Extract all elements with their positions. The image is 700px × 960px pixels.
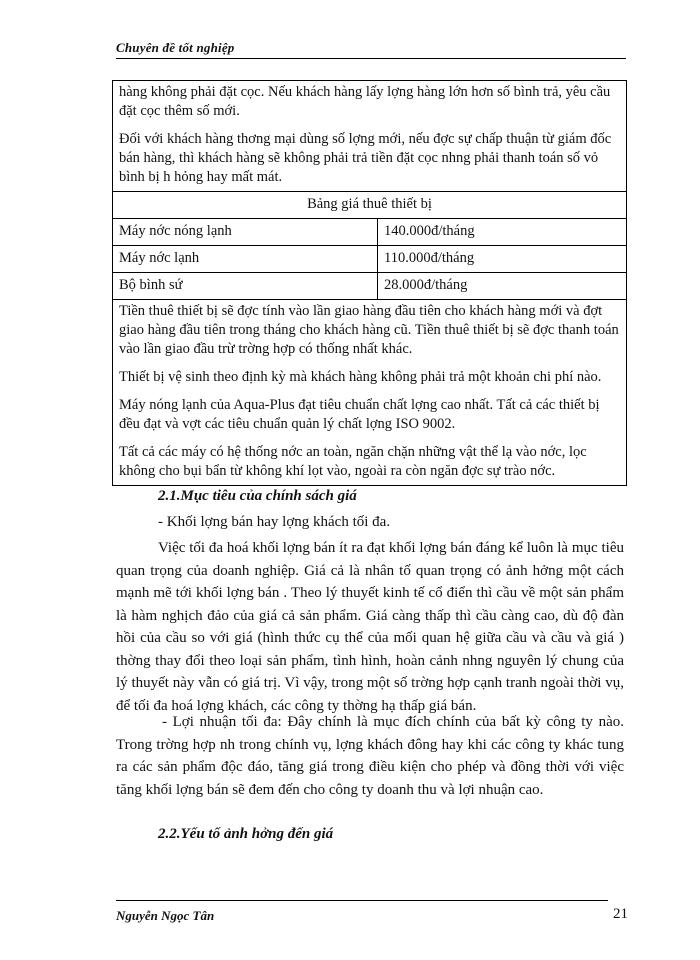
table-cell-item: Máy nớc nóng lạnh [113, 219, 378, 246]
body-paragraph-1: - Khối lợng bán hay lợng khách tối đa. [158, 514, 391, 530]
box-paragraph-4: Thiết bị vệ sinh theo định kỳ mà khách hàng không phải trả một khoản chi phí nào. [119, 369, 602, 385]
table-cell-price: 140.000đ/tháng [378, 219, 627, 246]
info-box [112, 80, 627, 486]
table-row [113, 219, 626, 246]
table-cell-price: 110.000đ/tháng [378, 246, 627, 273]
section-heading-2-1: 2.1.Mục tiêu của chính sách giá [158, 488, 357, 504]
footer-rule [116, 900, 608, 901]
table-cell-item: Máy nớc lạnh [113, 246, 378, 273]
page-number: 21 [613, 906, 628, 922]
body-paragraph-2: Việc tối đa hoá khối lợng bán ít ra đạt khối lợng bán đáng kể luôn là mục tiêu quan trọng của doanh nghiệp. Giá cả là nhân tố quan trọng có ảnh hởng một cách mạnh mẽ tới khối lợng bán . Theo lý thuyết kinh tế cổ điển thì cầu về một sản phẩm là hàm nghịch đảo của giá cả sản phẩm. Giá càng thấp thì cầu càng cao, dù độ đàn hồi của cầu so với giá (hình thức cụ thể của mối quan hệ giữa cầu và cầu và giá ) thờng thay đổi theo loại sản phẩm, tình hình, hoàn cảnh nhng nguyên lý chung của lý thuyết này vẫn có giá trị. Vì vậy, trong một số trờng hợp cạnh tranh ngoài thời vụ, để tối đa hoá lợng khách, các công ty thờng hạ thấp giá bán. [116, 540, 624, 714]
box-paragraph-6: Tất cả các máy có hệ thống nớc an toàn, ngăn chặn những vật thể lạ vào nớc, lọc không cho bụi bẩn từ không khí lọt vào, ngoài ra còn ngăn đợc sự trào nớc. [119, 444, 587, 479]
section-heading-2-2: 2.2.Yếu tố ảnh hởng đến giá [158, 826, 334, 842]
price-table [113, 191, 626, 299]
footer-author: Nguyễn Ngọc Tân [116, 908, 215, 923]
table-row [113, 246, 626, 273]
box-notes [113, 299, 626, 485]
header-title: Chuyên đề tốt nghiệp [116, 40, 235, 55]
box-paragraph-1: hàng không phải đặt cọc. Nếu khách hàng lấy lợng hàng lớn hơn số bình trả, yêu cầu đặt cọc thêm số mới. [119, 84, 611, 119]
page-header [116, 40, 626, 56]
table-cell-price: 28.000đ/tháng [378, 273, 627, 300]
price-table-caption: Bảng giá thuê thiết bị [113, 192, 626, 219]
table-row [113, 273, 626, 300]
table-cell-item: Bộ bình sứ [113, 273, 378, 300]
header-rule [116, 58, 626, 59]
box-paragraph-3: Tiền thuê thiết bị sẽ đợc tính vào lần giao hàng đầu tiên cho khách hàng mới và đợt giao hàng đầu tiên trong tháng cho khách hàng cũ. Tiền thuê thiết bị sẽ đợc thanh toán vào lần giao đầu trừ trờng hợp có thống nhất khác. [119, 303, 619, 357]
box-paragraph-2: Đối với khách hàng thơng mại dùng số lợng mới, nếu đợc sự chấp thuận từ giám đốc bán hàng, thì khách hàng sẽ không phải trả tiền đặt cọc nhng phải thanh toán số vỏ bình bị h hỏng hay mất mát. [119, 131, 612, 185]
body-paragraph-3: - Lợi nhuận tối đa: Đây chính là mục đích chính của bất kỳ công ty nào. Trong trờng hợp nh trong chính vụ, lợng khách đông hay khi các công ty khác tung ra các sản phẩm độc đáo, tăng giá trong điều kiện cho phép và đồng thời với việc tăng khối lợng bán sẽ đem đến cho công ty doanh thu và lợi nhuận cao. [116, 714, 624, 798]
box-paragraph-5: Máy nóng lạnh của Aqua-Plus đạt tiêu chuẩn chất lợng cao nhất. Tất cả các thiết bị đều đạt và vợt các tiêu chuẩn quản lý chất lợng ISO 9002. [119, 397, 600, 432]
